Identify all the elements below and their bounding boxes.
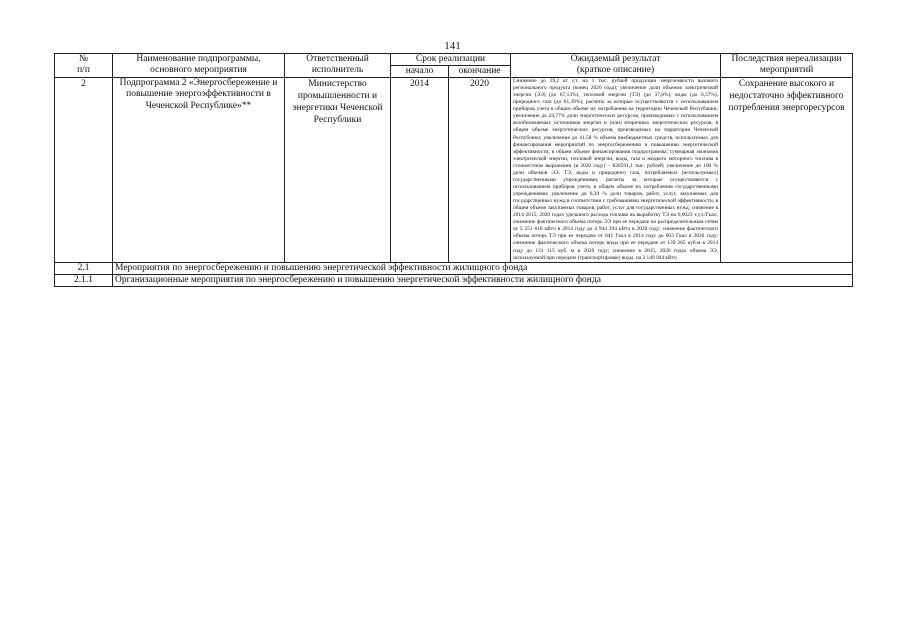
table-row-2-1-1 (55, 274, 853, 286)
header-num-line2: п/п (77, 65, 90, 75)
header-consequences-line2: мероприятий (759, 65, 814, 75)
row-main-responsible: Министерство промышленности и энергетики Чеченской Республики (285, 78, 391, 263)
header-end: окончание (449, 66, 511, 78)
row-main-end: 2020 (449, 78, 511, 263)
header-name-line2: основного мероприятия (150, 65, 247, 75)
header-result (511, 54, 721, 78)
header-consequences-line1: Последствия нереализации (731, 54, 842, 64)
table-row-2-1 (55, 262, 853, 274)
header-name-line1: Наименование подпрограммы, (136, 54, 261, 64)
row-main-num: 2 (55, 78, 113, 263)
header-consequences (721, 54, 853, 78)
row-2-1-1-num: 2.1.1 (55, 274, 113, 286)
row-2-1-1-text: Организационные мероприятия по энергосбережению и повышению энергетической эффективности жилищного фонда (113, 274, 853, 286)
row-2-1-num: 2.1 (55, 262, 113, 274)
row-main-result: Снижение до 39,2 кг у.т. на 1 тыс. рублей продукции энергоемкости валового регионального продукта (конец 2020 года); увеличение доли объемов электрической энергии (ЭЭ) (до 87,13%), тепловой энергии (ТЭ) (до 37,8%), воды (до 6,37%), природного газа (до 61,39%), расчеты за которые осуществляются с использованием приборов учета в общем объеме их потребления на территории Чеченской Республики; увеличение до 24,77% доли энергетических ресурсов, производимых с использованием возобновляемых источников энергии и (или) вторичных энергетических ресурсов, в общем объеме энергетических ресурсов, производимых на территории Чеченской Республики; увеличение до 41,58 % объема внебюджетных средств, используемых для финансирования мероприятий по энергосбережению и повышению энергетической эффективности, в общем объеме финансирования подпрограммы; суммарная экономия электрической энергии, тепловой энергии, воды, газа и жидкого моторного топлива в стоимостном выражении (в 2020 году) – 820591,1 тыс. рублей; увеличение до 100 % доли объемов ЭЭ, ТЭ, воды и природного газа, потребляемых (используемых) государственными учреждениями, расчеты за которые осуществляются с использованием приборов учета, в общем объеме их потребления государственными учреждениями; увеличение до 6,39 % доли товаров, работ, услуг, закупаемых для государственных нужд в соответствии с требованиями энергетической эффективности, в общем объеме закупаемых товаров, работ, услуг для государственных нужд; снижение в 2014-2015, 2020 годах удельного расхода топлива на выработку ТЭ на 0,0023 т.у.т./Гкал; снижение фактического объема потерь ЭЭ при ее передаче по распределительным сетям от 5 251 618 кВтч в 2014 году до 4 944 294 кВтч в 2020 году; снижение фактического объема потерь ТЭ при ее передаче от 641 Гкал в 2014 году до 603 Гкал в 2020 году; снижение фактического объема потерь воды при ее передаче от 139 265 куб.м в 2014 году до 131 115 куб. м в 2020 году; снижение в 2015, 2020 годах объема ЭЭ, используемой при передаче (транспортировке) воды, на 2 140 944 кВтч (511, 78, 721, 263)
page-number: 141 (444, 40, 461, 52)
table-row-main (55, 78, 853, 263)
header-num (55, 54, 113, 78)
header-result-line2: (краткое описание) (576, 65, 655, 75)
header-num-line1: № (78, 54, 89, 64)
header-responsible-line1: Ответственный (306, 54, 369, 64)
header-result-line1: Ожидаемый результат (570, 54, 661, 64)
row-2-1-text: Мероприятия по энергосбережению и повышению энергетической эффективности жилищного фонда (113, 262, 853, 274)
header-name (113, 54, 285, 78)
row-main-consequences: Сохранение высокого и недостаточно эффективного потребления энергоресурсов (721, 78, 853, 263)
header-responsible (285, 54, 391, 78)
header-row-1 (55, 54, 853, 66)
header-responsible-line2: исполнитель (311, 65, 364, 75)
header-start: начало (391, 66, 449, 78)
row-main-start: 2014 (391, 78, 449, 263)
header-period: Срок реализации (391, 54, 511, 66)
program-table (54, 53, 853, 287)
row-main-name: Подпрограмма 2 «Энергосбережение и повышение энергоэффективности в Чеченской Республике»** (113, 78, 285, 263)
